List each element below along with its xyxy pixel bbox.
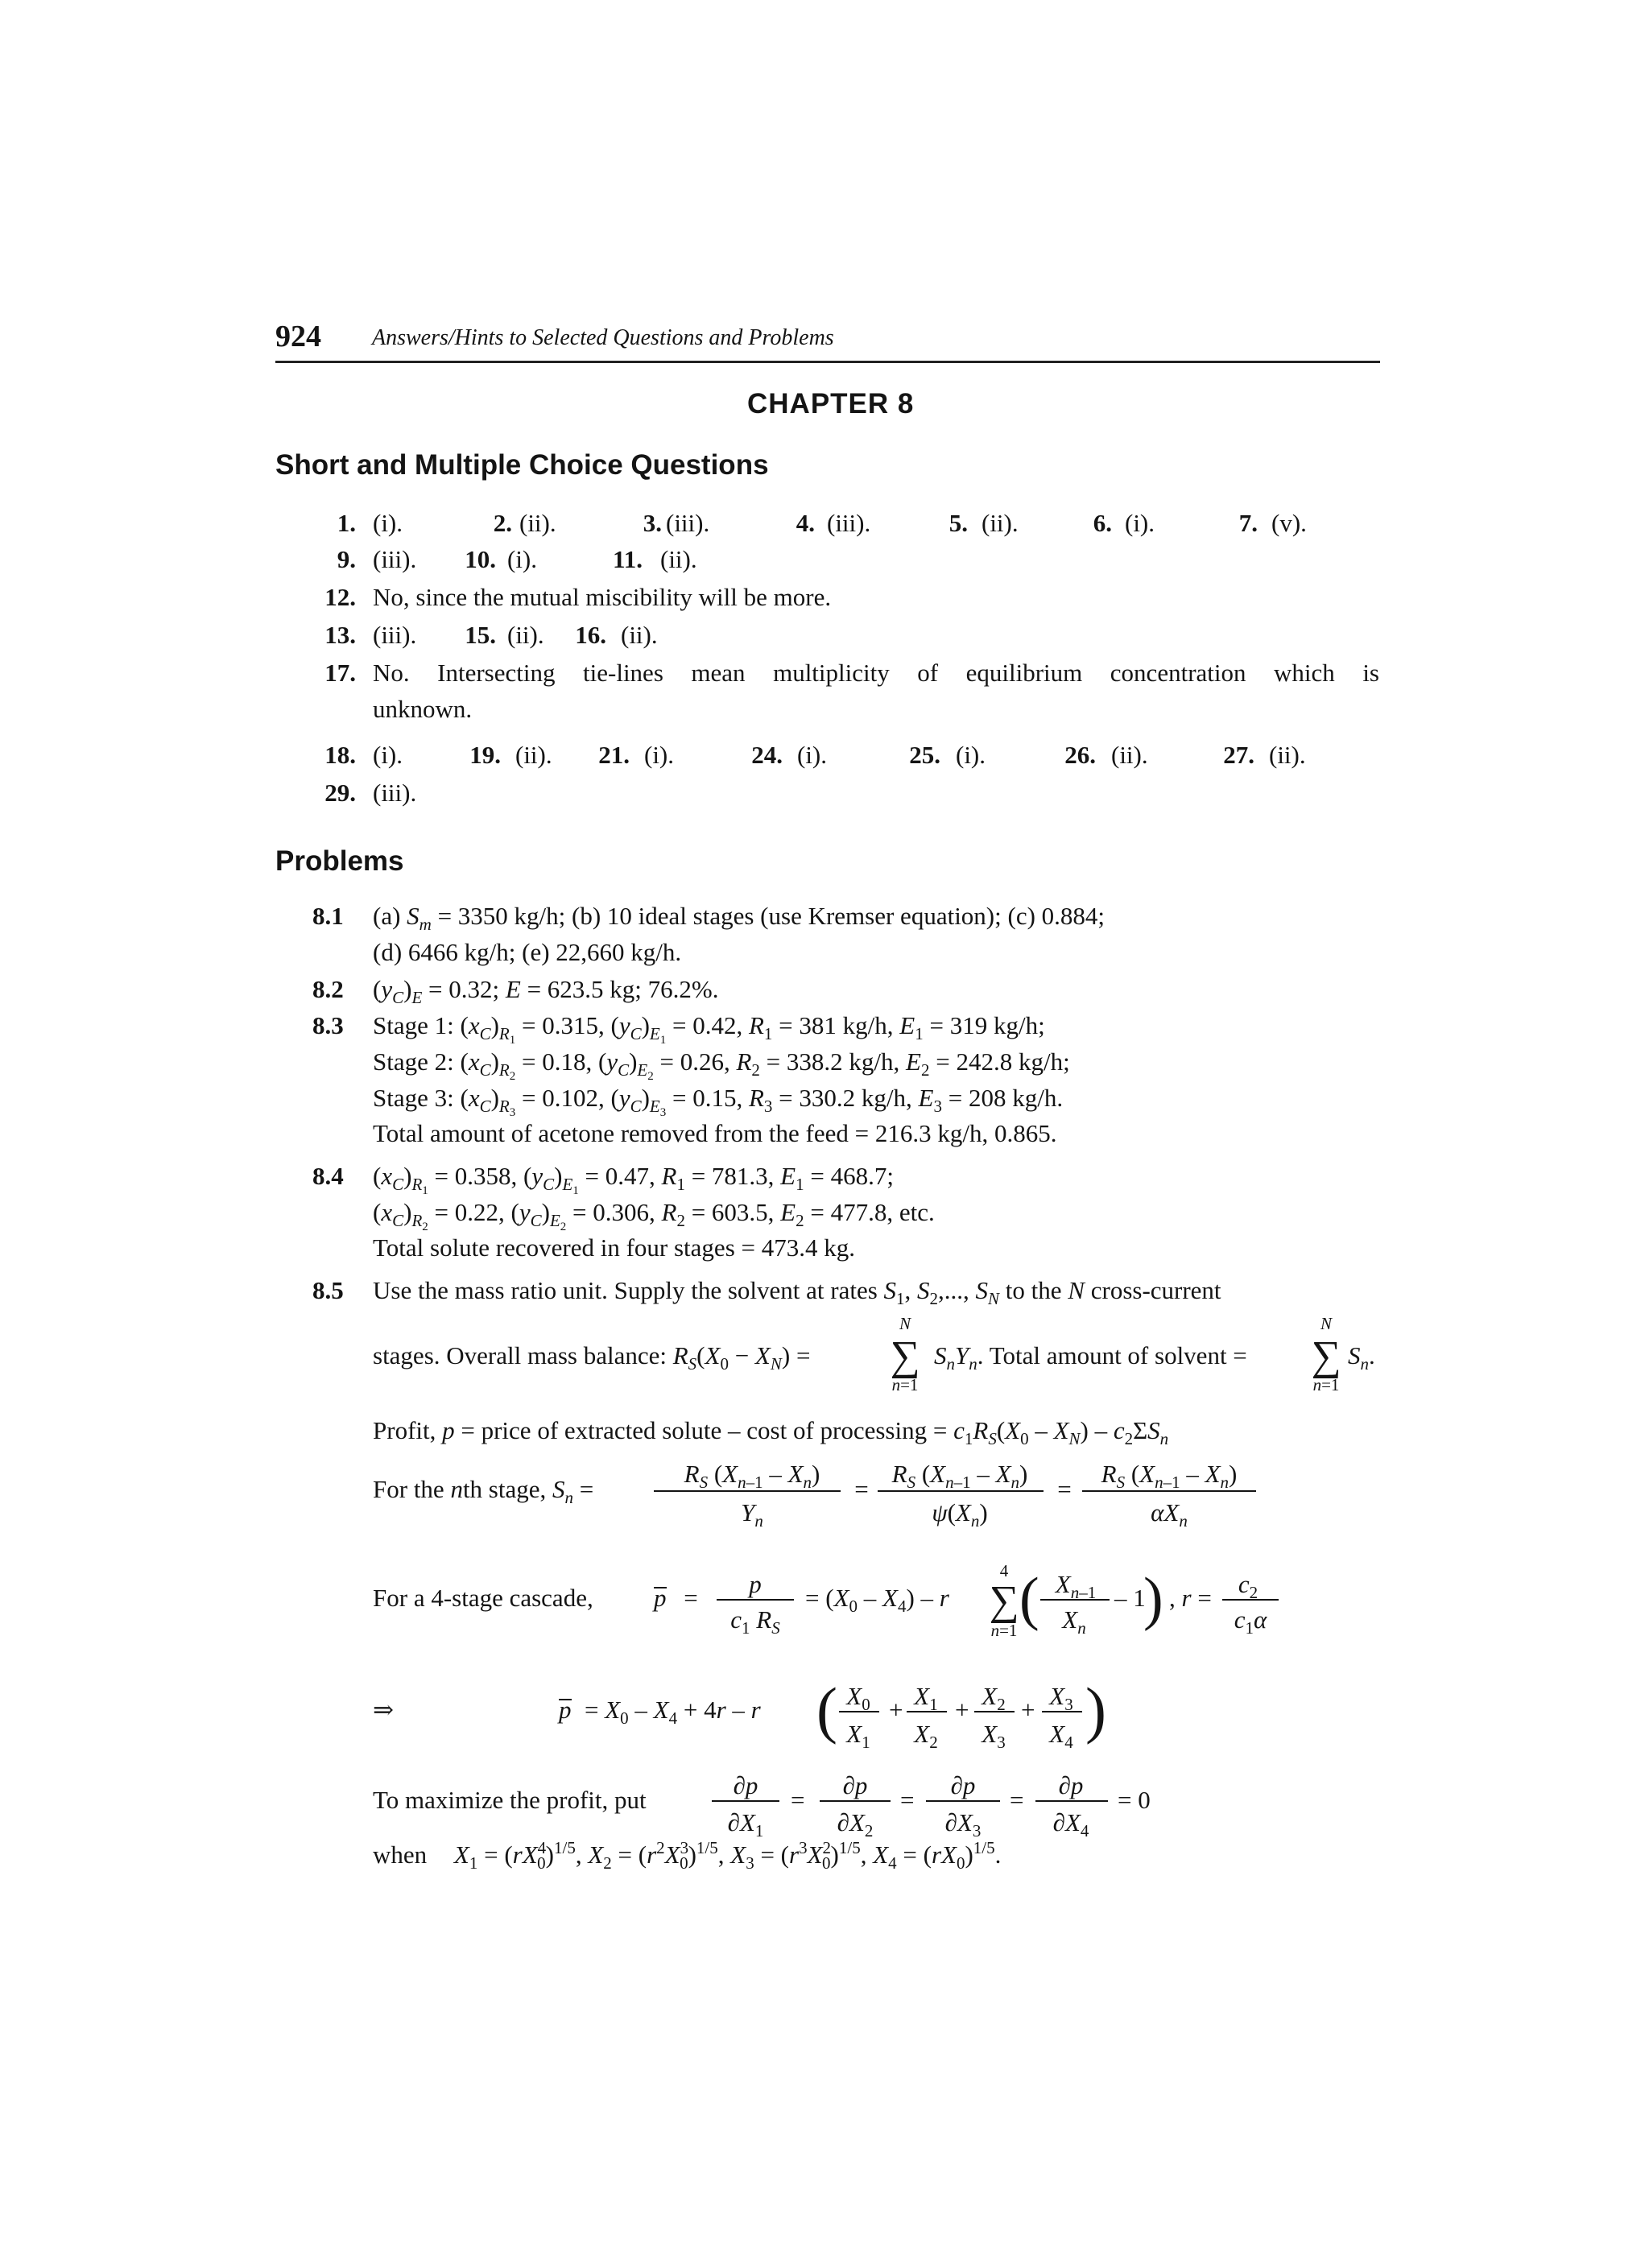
answer: (i). (644, 741, 675, 769)
fraction-numerator: $X_0$ (846, 1682, 870, 1714)
answer: (i). (373, 741, 403, 769)
question-number: 10. (465, 545, 496, 573)
paren-left: ( (1019, 1566, 1039, 1632)
sum-sign: ∑ (989, 1578, 1019, 1624)
answer: No. Intersecting tie-lines mean multiplicity of equilibrium concentration which is (373, 659, 1379, 687)
problem-8-5-line-1: Use the mass ratio unit. Supply the solvent at rates $S_1$, $S_2$,..., $S_N$ to the N cross-current (373, 1276, 1221, 1308)
fraction-numerator: $X_2$ (982, 1682, 1006, 1714)
question-number: 16. (575, 621, 606, 649)
problem-8-5-line-2c: $S_n$. (1348, 1341, 1375, 1374)
answer: No, since the mutual miscibility will be more. (373, 583, 832, 611)
sum-sign: ∑ (890, 1333, 920, 1379)
question-number: 1. (337, 509, 356, 537)
answer-continuation: unknown. (373, 695, 473, 723)
fraction-denominator: $c_1\alpha$ (1234, 1605, 1267, 1638)
equals-sign: = (1057, 1475, 1072, 1503)
fraction-denominator: $\partial X_2$ (837, 1808, 874, 1840)
equals-sign: = (791, 1786, 805, 1814)
question-number: 7. (1238, 509, 1258, 537)
question-number: 6. (1093, 509, 1112, 537)
question-number: 19. (469, 741, 501, 769)
sum-lower-limit: n=1 (990, 1621, 1018, 1640)
question-number: 18. (324, 741, 356, 769)
sum-upper-limit: 4 (999, 1561, 1009, 1580)
answer: (v). (1271, 509, 1307, 537)
answer: (i). (373, 509, 403, 537)
mcq-row (0, 580, 1649, 618)
fraction-denominator: $c_1$ $R_S$ (730, 1605, 780, 1638)
problem-8-1-line-2: (d) 6466 kg/h; (e) 22,660 kg/h. (373, 938, 682, 966)
question-number: 25. (909, 741, 940, 769)
question-number: 3. (643, 509, 662, 537)
plus: + (889, 1696, 903, 1724)
problem-label: 8.2 (312, 975, 344, 1003)
question-number: 5. (948, 509, 968, 537)
problem-label: 8.1 (312, 902, 344, 930)
fraction-numerator: ∂p (733, 1771, 758, 1799)
p-bar: p (559, 1696, 572, 1724)
problem-label: 8.4 (312, 1162, 344, 1190)
fraction-denominator: $X_2$ (914, 1720, 938, 1752)
equals-sign: = (1010, 1786, 1024, 1814)
fraction-denominator: $X_4$ (1049, 1720, 1073, 1752)
mcq-row (0, 738, 1649, 775)
answer: (i). (1125, 509, 1155, 537)
problem-8-1-line-1: (a) $S_m = 3350$ kg/h; (b) 10 ideal stages (use Kremser equation); (c) 0.884; (373, 902, 1106, 934)
problem-label: 8.3 (312, 1011, 344, 1039)
answer: (i). (507, 545, 538, 573)
fraction-denominator: $\psi(X_n)$ (932, 1498, 988, 1531)
paren-right: ) (1085, 1675, 1106, 1745)
mcq-row (0, 776, 1649, 813)
question-number: 15. (465, 621, 496, 649)
plus: + (955, 1696, 969, 1724)
fraction-numerator: $R_S$ $(X_n-1 - X_n)$ (684, 1460, 820, 1492)
fraction-denominator: $\partial X_4$ (1052, 1808, 1089, 1840)
expression: = 0 (1118, 1786, 1151, 1814)
problem-8-5-line-8: when $X_1 = (rX^4$ 0)$^{1/5}$, $X_2 = (r^2X^3$ 0)$^{1/5}$, $X_3 = (r^3X^2$ 0)$^{1/5}$, $X_4 = (rX_0)^{1/5}$. (373, 1838, 1002, 1873)
question-number: 13. (324, 621, 356, 649)
answer: (ii). (507, 621, 544, 649)
page-number: 924 (275, 320, 321, 353)
mcq-row (0, 543, 1649, 580)
answer: (ii). (515, 741, 552, 769)
mcq-row (0, 506, 1649, 543)
answer: (ii). (982, 509, 1019, 537)
problems-section-title: Problems (275, 845, 404, 877)
sum-upper-limit: N (1320, 1314, 1333, 1333)
fraction-denominator: $X_1$ (846, 1720, 870, 1752)
fraction-denominator: $X_n$ (1062, 1605, 1086, 1638)
answer: (iii). (827, 509, 871, 537)
answer: (i). (956, 741, 986, 769)
fraction-numerator: $R_S$ $(X_n-1 - X_n)$ (1101, 1460, 1238, 1492)
expression: = $(X_0 - X_4)$ – r (805, 1584, 949, 1616)
problem-8-3-line-4: Total amount of acetone removed from the feed = 216.3 kg/h, 0.865. (373, 1119, 1057, 1147)
problem-8-4-line-2: $(x_C)_R2 = 0.22$, $(y_C)_E2 = 0.306$, $R_2 = 603.5$, $E_2 = 477.8$, etc. (373, 1198, 935, 1233)
answer: (iii). (373, 779, 417, 807)
question-number: 2. (493, 509, 512, 537)
p-bar: p (654, 1584, 667, 1612)
expression: , r = (1169, 1584, 1212, 1612)
question-number: 21. (598, 741, 630, 769)
problem-8-5-line-7-lead: To maximize the profit, put (373, 1786, 647, 1814)
plus: + (1021, 1696, 1035, 1724)
fraction-numerator: $X_n-1$ (1055, 1570, 1097, 1602)
fraction-numerator: ∂p (842, 1771, 868, 1799)
question-number: 12. (324, 583, 356, 611)
sum-lower-limit: n=1 (1312, 1375, 1340, 1394)
problem-8-5-line-4-lead: For the nth stage, $S_n$ = (373, 1475, 594, 1507)
question-number: 11. (612, 545, 643, 573)
problem-label: 8.5 (312, 1276, 344, 1304)
mcq-section-title: Short and Multiple Choice Questions (275, 449, 769, 481)
question-number: 9. (337, 545, 356, 573)
answer: (ii). (621, 621, 658, 649)
fraction-numerator: $c_2$ (1238, 1570, 1258, 1602)
answer: (iii). (373, 545, 417, 573)
problem-8-2-line-1: $(y_C)_E = 0.32$; E = 623.5 kg; 76.2%. (373, 975, 719, 1007)
running-header (275, 316, 1380, 363)
problem-8-5-line-2a: stages. Overall mass balance: $R_S(X_0 - X_N)$ = (373, 1341, 811, 1374)
answer: (i). (797, 741, 828, 769)
fraction-numerator: p (749, 1570, 762, 1598)
paren-left: ( (816, 1675, 837, 1745)
problem-8-3-line-1: Stage 1: $(x_C)_R1 = 0.315$, $(y_C)_E1 = 0.42$, $R_1 = 381$ kg/h, $E_1 = 319$ kg/h; (373, 1011, 1045, 1047)
fraction-denominator: $X_3$ (982, 1720, 1006, 1752)
expression: – 1 (1114, 1584, 1146, 1612)
fraction-numerator: ∂p (950, 1771, 976, 1799)
chapter-title: CHAPTER 8 (747, 388, 915, 419)
mcq-row (0, 656, 1649, 693)
fraction-denominator: $\partial X_1$ (727, 1808, 764, 1840)
question-number: 26. (1064, 741, 1096, 769)
equals-sign: = (900, 1786, 915, 1814)
fraction-numerator: ∂p (1058, 1771, 1084, 1799)
answer: (iii). (373, 621, 417, 649)
question-number: 29. (324, 779, 356, 807)
implies-arrow: ⇒ (373, 1696, 394, 1724)
sum-upper-limit: N (899, 1314, 911, 1333)
question-number: 27. (1223, 741, 1254, 769)
fraction-denominator: $\alpha X_n$ (1151, 1498, 1188, 1531)
problem-8-3-line-3: Stage 3: $(x_C)_R3 = 0.102$, $(y_C)_E3 = 0.15$, $R_3 = 330.2$ kg/h, $E_3 = 208$ kg/h. (373, 1084, 1064, 1119)
problem-8-4-line-3: Total solute recovered in four stages = 473.4 kg. (373, 1233, 855, 1262)
running-title: Answers/Hints to Selected Questions and Problems (372, 325, 834, 350)
fraction-numerator: $X_1$ (914, 1682, 938, 1714)
problem-8-5-line-5-lead: For a 4-stage cascade, (373, 1584, 593, 1612)
mcq-row-continuation (0, 692, 1649, 729)
answer: (ii). (519, 509, 556, 537)
problem-8-4-line-1: $(x_C)_R1 = 0.358$, $(y_C)_E1 = 0.47$, $R_1 = 781.3$, $E_1 = 468.7$; (373, 1162, 894, 1197)
question-number: 4. (796, 509, 815, 537)
answer: (iii). (666, 509, 710, 537)
problem-8-5-line-3: Profit, p = price of extracted solute – cost of processing = $c_1R_S(X_0 - X_N) - c_2\Sigma S_n$ (373, 1416, 1169, 1448)
problems-body (0, 886, 1649, 1932)
problem-8-3-line-2: Stage 2: $(x_C)_R2 = 0.18$, $(y_C)_E2 = 0.26$, $R_2 = 338.2$ kg/h, $E_2 = 242.8$ kg/h; (373, 1047, 1070, 1083)
sum-lower-limit: n=1 (891, 1375, 919, 1394)
mcq-row (0, 618, 1649, 655)
expression: = $X_0 - X_4 + 4r - r$ (585, 1696, 761, 1728)
fraction-denominator: $\partial X_3$ (944, 1808, 982, 1840)
answer: (ii). (1269, 741, 1306, 769)
question-number: 24. (751, 741, 783, 769)
fraction-numerator: $R_S$ $(X_n-1 - X_n)$ (891, 1460, 1028, 1492)
problem-8-5-line-2b: $S_nY_n$. Total amount of solvent = (934, 1341, 1247, 1374)
fraction-denominator: $Y_n$ (741, 1498, 763, 1531)
paren-right: ) (1143, 1566, 1163, 1632)
sum-sign: ∑ (1311, 1333, 1341, 1379)
question-number: 17. (324, 659, 356, 687)
answer: (ii). (660, 545, 697, 573)
answer: (ii). (1111, 741, 1148, 769)
equals-sign: = (684, 1584, 698, 1612)
equals-sign: = (854, 1475, 869, 1503)
fraction-numerator: $X_3$ (1049, 1682, 1073, 1714)
